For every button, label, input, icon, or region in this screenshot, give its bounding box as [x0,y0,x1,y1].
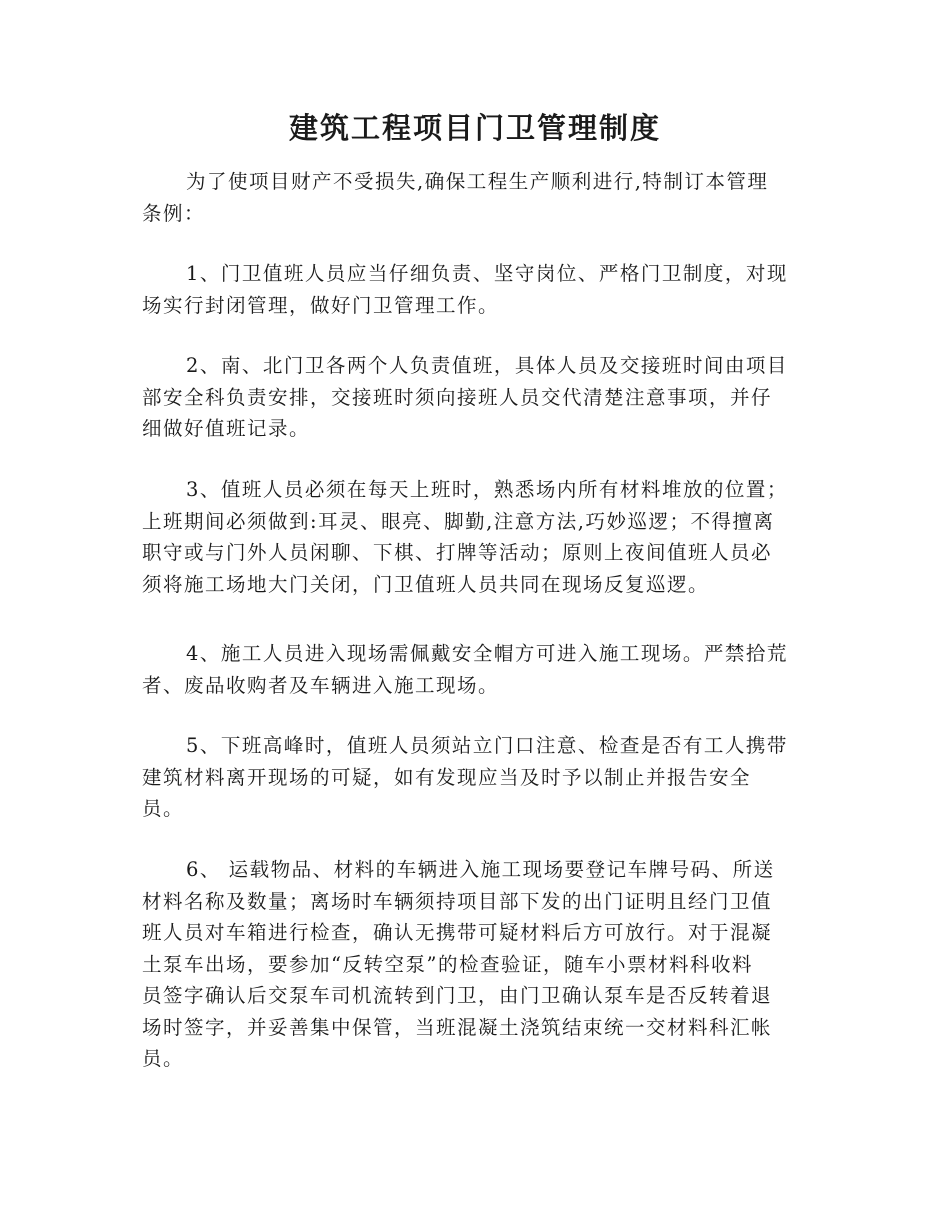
paragraph-line: 5、下班高峰时，值班人员须站立门口注意、检查是否有工人携带 [186,734,788,757]
paragraph-rule-5 [142,730,812,825]
paragraph-line: 条例： [142,201,206,225]
paragraph-line: 6、 运载物品、材料的车辆进入施工现场要登记车牌号码、所送 [186,858,775,881]
paragraph-rule-2 [142,350,812,445]
paragraph-intro [142,166,812,229]
paragraph-rule-6 [142,854,812,1075]
paragraph-line: 场时签字，并妥善集中保管，当班混凝土浇筑结束统一交材料科汇帐 [142,1015,773,1039]
paragraph-line: 职守或与门外人员闲聊、下棋、打牌等活动；原则上夜间值班人员必 [142,541,773,564]
paragraph-line: 4、施工人员进入现场需佩戴安全帽方可进入施工现场。严禁拾荒 [186,642,788,665]
paragraph-line: 须将施工场地大门关闭，门卫值班人员共同在现场反复巡逻。 [142,572,710,596]
paragraph-line: 材料名称及数量；离场时车辆须持项目部下发的出门证明且经门卫值 [142,889,773,913]
paragraph-line: 细做好值班记录。 [142,417,311,440]
paragraph-line: 员。 [142,1047,185,1070]
paragraph-line: 场实行封闭管理，做好门卫管理工作。 [142,293,500,317]
paragraph-line: 员。 [142,797,185,820]
paragraph-line: 部安全科负责安排，交接班时须向接班人员交代清楚注意事项，并仔 [142,385,773,409]
paragraph-line: 为了使项目财产不受损失,确保工程生产顺利进行,特制订本管理 [186,170,769,193]
paragraph-line: 土泵车出场，要参加“反转空泵”的检查验证，随车小票材料科收料 [142,952,753,976]
paragraph-line: 2、南、北门卫各两个人负责值班，具体人员及交接班时间由项目 [186,354,788,377]
paragraph-rule-1 [142,258,812,321]
paragraph-line: 1、门卫值班人员应当仔细负责、坚守岗位、严格门卫制度，对现 [186,262,788,285]
paragraph-rule-3 [142,474,812,600]
paragraph-line: 者、废品收购者及车辆进入施工现场。 [142,673,500,697]
paragraph-line: 班人员对车箱进行检查，确认无携带可疑材料后方可放行。对于混凝 [142,921,773,944]
paragraph-line: 上班期间必须做到:耳灵、眼亮、脚勤,注意方法,巧妙巡逻；不得擅离 [142,509,775,533]
paragraph-line: 员签字确认后交泵车司机流转到门卫，由门卫确认泵车是否反转着退 [142,984,773,1007]
document-title: 建筑工程项目门卫管理制度 [288,111,661,145]
paragraph-line: 3、值班人员必须在每天上班时，熟悉场内所有材料堆放的位置； [186,478,788,501]
paragraph-rule-4 [142,638,812,701]
paragraph-line: 建筑材料离开现场的可疑，如有发现应当及时予以制止并报告安全 [142,765,752,789]
